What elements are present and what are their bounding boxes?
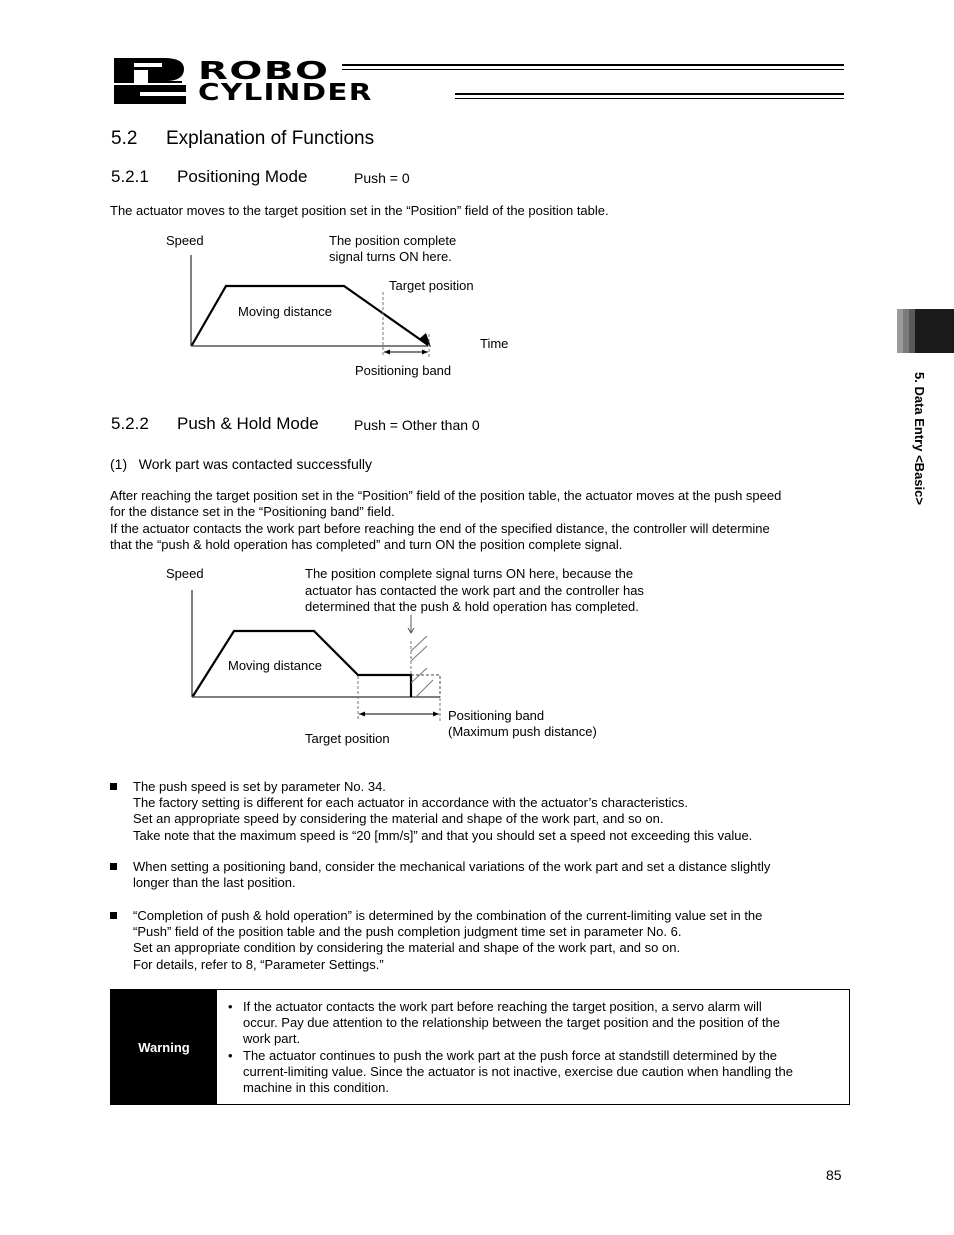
note-line: “Push” field of the position table and the push completion judgment time set in parameter No. 6. [133,924,682,940]
note-bullet [110,859,850,891]
pushhold-subheading: (1) Work part was contacted successfully [110,456,372,472]
note-line: “Completion of push & hold operation” is determined by the combination of the current-limiting value set in the [133,908,763,923]
fig2-moving-label: Moving distance [228,658,322,673]
pushhold-paragraph [110,488,850,553]
fig1-time-label: Time [480,336,509,351]
fig2-speed-label: Speed [166,566,204,581]
fig1-band-label: Positioning band [355,363,452,378]
positioning-figure [150,230,550,380]
pushhold-condition: Push = Other than 0 [354,417,480,433]
note-bullet [110,908,850,973]
pushhold-figure [150,563,650,753]
section-number: 5.2 [111,128,138,149]
chapter-tab-block [915,309,954,353]
fig2-band-line1: Positioning band [448,708,545,723]
fig2-band-line2: (Maximum push distance) [448,724,597,739]
square-bullet-icon [110,863,117,870]
positioning-description: The actuator moves to the target position set in the “Position” field of the position table. [110,203,609,218]
warning-label: Warning [111,990,217,1104]
warning-line: machine in this condition. [243,1080,389,1096]
warning-item [225,1048,839,1097]
logo-word-robo: ROBO [198,56,330,85]
fig1-note-line2: signal turns ON here. [329,249,452,264]
logo-word-cylinder: CYLINDER [198,80,373,106]
pushhold-para-line: If the actuator contacts the work part before reaching the end of the specified distance, the controller will determine [110,520,770,536]
note-line: Set an appropriate speed by considering the material and shape of the work part, and so on. [133,811,664,827]
fig1-moving-label: Moving distance [238,304,332,319]
header-logo [112,56,852,106]
note-line: Set an appropriate condition by considering the material and shape of the work part, and so on. [133,940,681,956]
warning-line: occur. Pay due attention to the relationship between the target position and the position of the [243,1015,780,1031]
pushhold-para-line: that the “push & hold operation has completed” and turn ON the position complete signal. [110,536,623,552]
square-bullet-icon [110,783,117,790]
chapter-side-label: 5. Data Entry <Basic> [912,372,927,505]
bullet-dot-icon: • [228,1047,233,1063]
header-rule-bottom-thin [455,98,844,99]
fig2-note-line2: actuator has contacted the work part and the controller has [305,583,644,598]
warning-line: current-limiting value. Since the actuator is not inactive, exercise due caution when handling the [243,1063,793,1079]
warning-box [110,989,850,1105]
note-line: The push speed is set by parameter No. 34. [133,779,386,794]
note-line: The factory setting is different for each actuator in accordance with the actuator’s characteristics. [133,795,688,811]
note-line: For details, refer to 8, “Parameter Settings.” [133,956,384,972]
fig1-target-label: Target position [389,278,474,293]
fig2-note-line1: The position complete signal turns ON here, because the [305,566,634,581]
chapter-tab-marker [897,309,954,353]
subsection-title-positioning: Positioning Mode [177,167,308,186]
subsection-title-pushhold: Push & Hold Mode [177,414,319,433]
bullet-dot-icon: • [228,999,233,1014]
note-line: Take note that the maximum speed is “20 [mm/s]” and that you should set a speed not exceeding this value. [133,827,753,843]
rc-logo-mark [112,56,188,106]
note-line: longer than the last position. [133,875,296,891]
square-bullet-icon [110,912,117,919]
fig1-note-line1: The position complete [329,233,457,248]
note-line: When setting a positioning band, consider the mechanical variations of the work part and set a distance slightly [133,859,771,874]
pushhold-para-line: for the distance set in the “Positioning band” field. [110,504,395,520]
warning-item [225,999,839,1048]
section-title: Explanation of Functions [166,128,375,149]
header-rule-top [342,64,844,66]
subsection-number-pushhold: 5.2.2 [111,414,149,433]
positioning-condition: Push = 0 [354,170,410,186]
note-bullet [110,779,850,844]
warning-line: If the actuator contacts the work part before reaching the target position, a servo alarm will [243,999,762,1014]
pushhold-para-line: After reaching the target position set in the “Position” field of the position table, the actuator moves at the push speed [110,488,782,503]
subsection-number-positioning: 5.2.1 [111,167,149,186]
fig1-speed-label: Speed [166,233,204,248]
warning-line: The actuator continues to push the work part at the push force at standstill determined by the [243,1047,778,1063]
warning-content [217,990,849,1104]
header-rule-bottom [455,93,844,95]
fig2-target-label: Target position [305,731,390,746]
header-rule-top-thin [342,69,844,70]
page-number: 85 [826,1167,842,1183]
fig2-note-line3: determined that the push & hold operation has completed. [305,599,639,614]
warning-line: work part. [243,1031,301,1047]
